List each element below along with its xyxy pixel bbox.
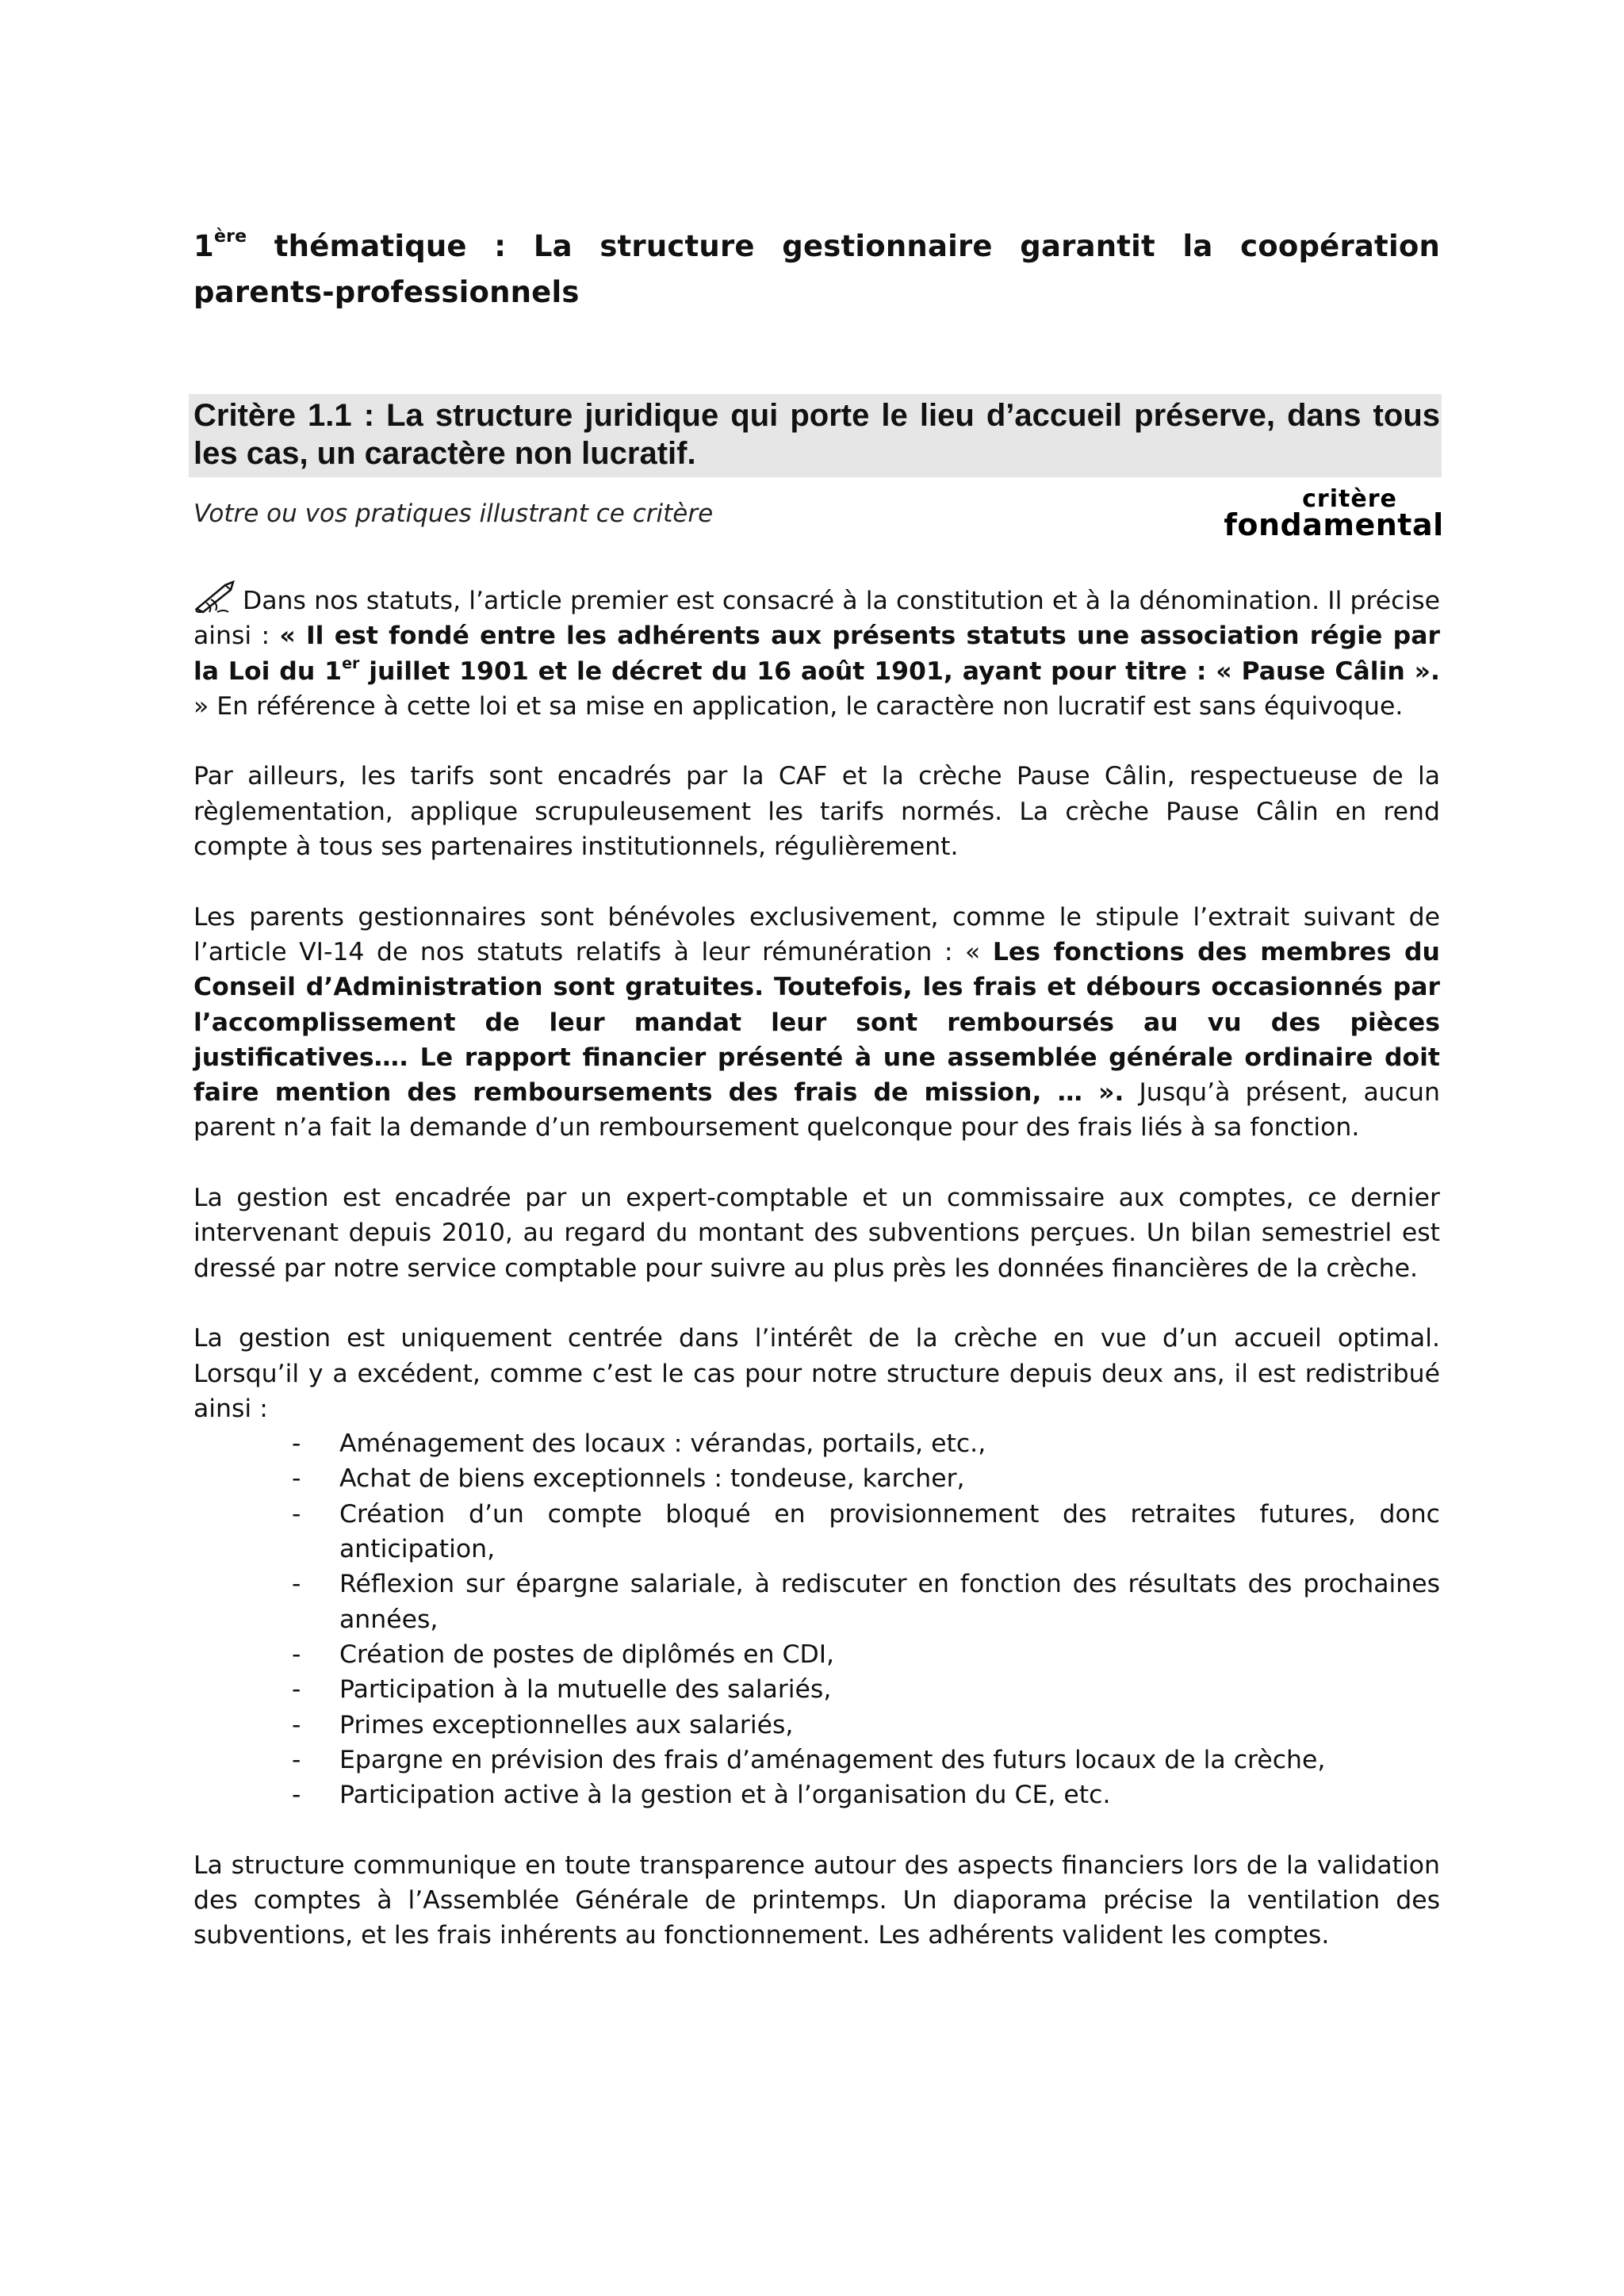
- p1-end: » En référence à cette loi et sa mise en application, le caractère non lucratif est sans équivoque.: [193, 691, 1404, 721]
- fundamental-criterion-badge: [1211, 485, 1457, 542]
- list-item: - Création de postes de diplômés en CDI,: [292, 1640, 835, 1669]
- criterion-title: Critère 1.1 : La structure juridique qui porte le lieu d’accueil préserve, dans tous les cas, un caractère non lucratif.: [193, 398, 1440, 471]
- p3-quote: Les fonctions des membres du Conseil d’Administration sont gratuites. Toutefois, les frais et débours occasionnés par l’accomplissement de leur mandat leur sont remboursés au vu des pièces justificatives…. Le rapport financier présenté à une assemblée générale ordinaire doit faire mention des remboursements des frais de mission, … ».: [193, 937, 1440, 1108]
- p1-quote-a: « Il est fondé entre les adhérents aux présents statuts une association régie par la Loi du 1: [193, 622, 1440, 686]
- list-item: - Réflexion sur épargne salariale, à rediscuter en fonction des résultats des prochaines années,: [292, 1570, 1440, 1634]
- paragraph-accounting: La gestion est encadrée par un expert-comptable et un commissaire aux comptes, ce dernier intervenant depuis 2010, au regard du montant des subventions perçues. Un bilan semestriel est dressé par notre service comptable pour suivre au plus près les données financières de la crèche.: [193, 1184, 1440, 1283]
- document-body: [193, 579, 1440, 1988]
- badge-line-1: critère: [1302, 485, 1397, 513]
- p1-quote-sup: er: [342, 654, 360, 672]
- list-item: - Participation active à la gestion et à l’organisation du CE, etc.: [292, 1781, 1111, 1810]
- criterion-subtitle: Votre ou vos pratiques illustrant ce critère: [193, 499, 714, 528]
- paragraph-surplus: La gestion est uniquement centrée dans l’intérêt de la crèche en vue d’un accueil optimal. Lorsqu’il y a excédent, comme c’est le cas pour notre structure depuis deux ans, il est redistribué ainsi :: [193, 1324, 1440, 1423]
- badge-line-2: fondamental: [1224, 507, 1444, 542]
- surplus-list: [193, 1426, 1440, 1812]
- paragraph-volunteers: [193, 900, 1440, 1146]
- list-item: - Aménagement des locaux : vérandas, portails, etc.,: [292, 1429, 986, 1459]
- heading-text: thématique : La structure gestionnaire garantit la coopération parents-professionnels: [193, 229, 1440, 309]
- p1-quote-b: juillet 1901 et le décret du 16 août 1901, ayant pour titre : « Pause Câlin ».: [359, 656, 1440, 686]
- paragraph-transparency: La structure communique en toute transparence autour des aspects financiers lors de la validation des comptes à l’Assemblée Générale de printemps. Un diaporama précise la ventilation des subventions, et les frais inhérents au fonctionnement. Les adhérents valident les comptes.: [193, 1850, 1440, 1950]
- heading-number: 1: [193, 229, 214, 263]
- list-item: - Participation à la mutuelle des salariés,: [292, 1675, 832, 1705]
- list-item: - Création d’un compte bloqué en provisionnement des retraites futures, donc anticipation,: [292, 1499, 1440, 1564]
- list-item: - Achat de biens exceptionnels : tondeuse, karcher,: [292, 1464, 965, 1494]
- p1-intro: Dans nos statuts, l’article premier est consacré à la constitution et à la dénomination. Il précise ainsi :: [193, 587, 1440, 651]
- paragraph-tariffs: Par ailleurs, les tarifs sont encadrés par la CAF et la crèche Pause Câlin, respectueuse de la règlementation, applique scrupuleusement les tarifs normés. La crèche Pause Câlin en rend compte à tous ses partenaires institutionnels, régulièrement.: [193, 762, 1440, 862]
- p3-intro: Les parents gestionnaires sont bénévoles exclusivement, comme le stipule l’extrait suivant de l’article VI-14 de nos statuts relatifs à leur rémunération : «: [193, 902, 1440, 966]
- writing-hand-icon: [193, 579, 241, 614]
- list-item: - Epargne en prévision des frais d’aménagement des futurs locaux de la crèche,: [292, 1745, 1326, 1774]
- heading-ordinal-suffix: ère: [213, 227, 247, 247]
- p3-end: Jusqu’à présent, aucun parent n’a fait la demande d’un remboursement quelconque pour des frais liés à sa fonction.: [193, 1078, 1440, 1142]
- list-item: - Primes exceptionnelles aux salariés,: [292, 1710, 794, 1739]
- paragraph-statutes: [193, 579, 1440, 724]
- section-heading: [193, 224, 1440, 316]
